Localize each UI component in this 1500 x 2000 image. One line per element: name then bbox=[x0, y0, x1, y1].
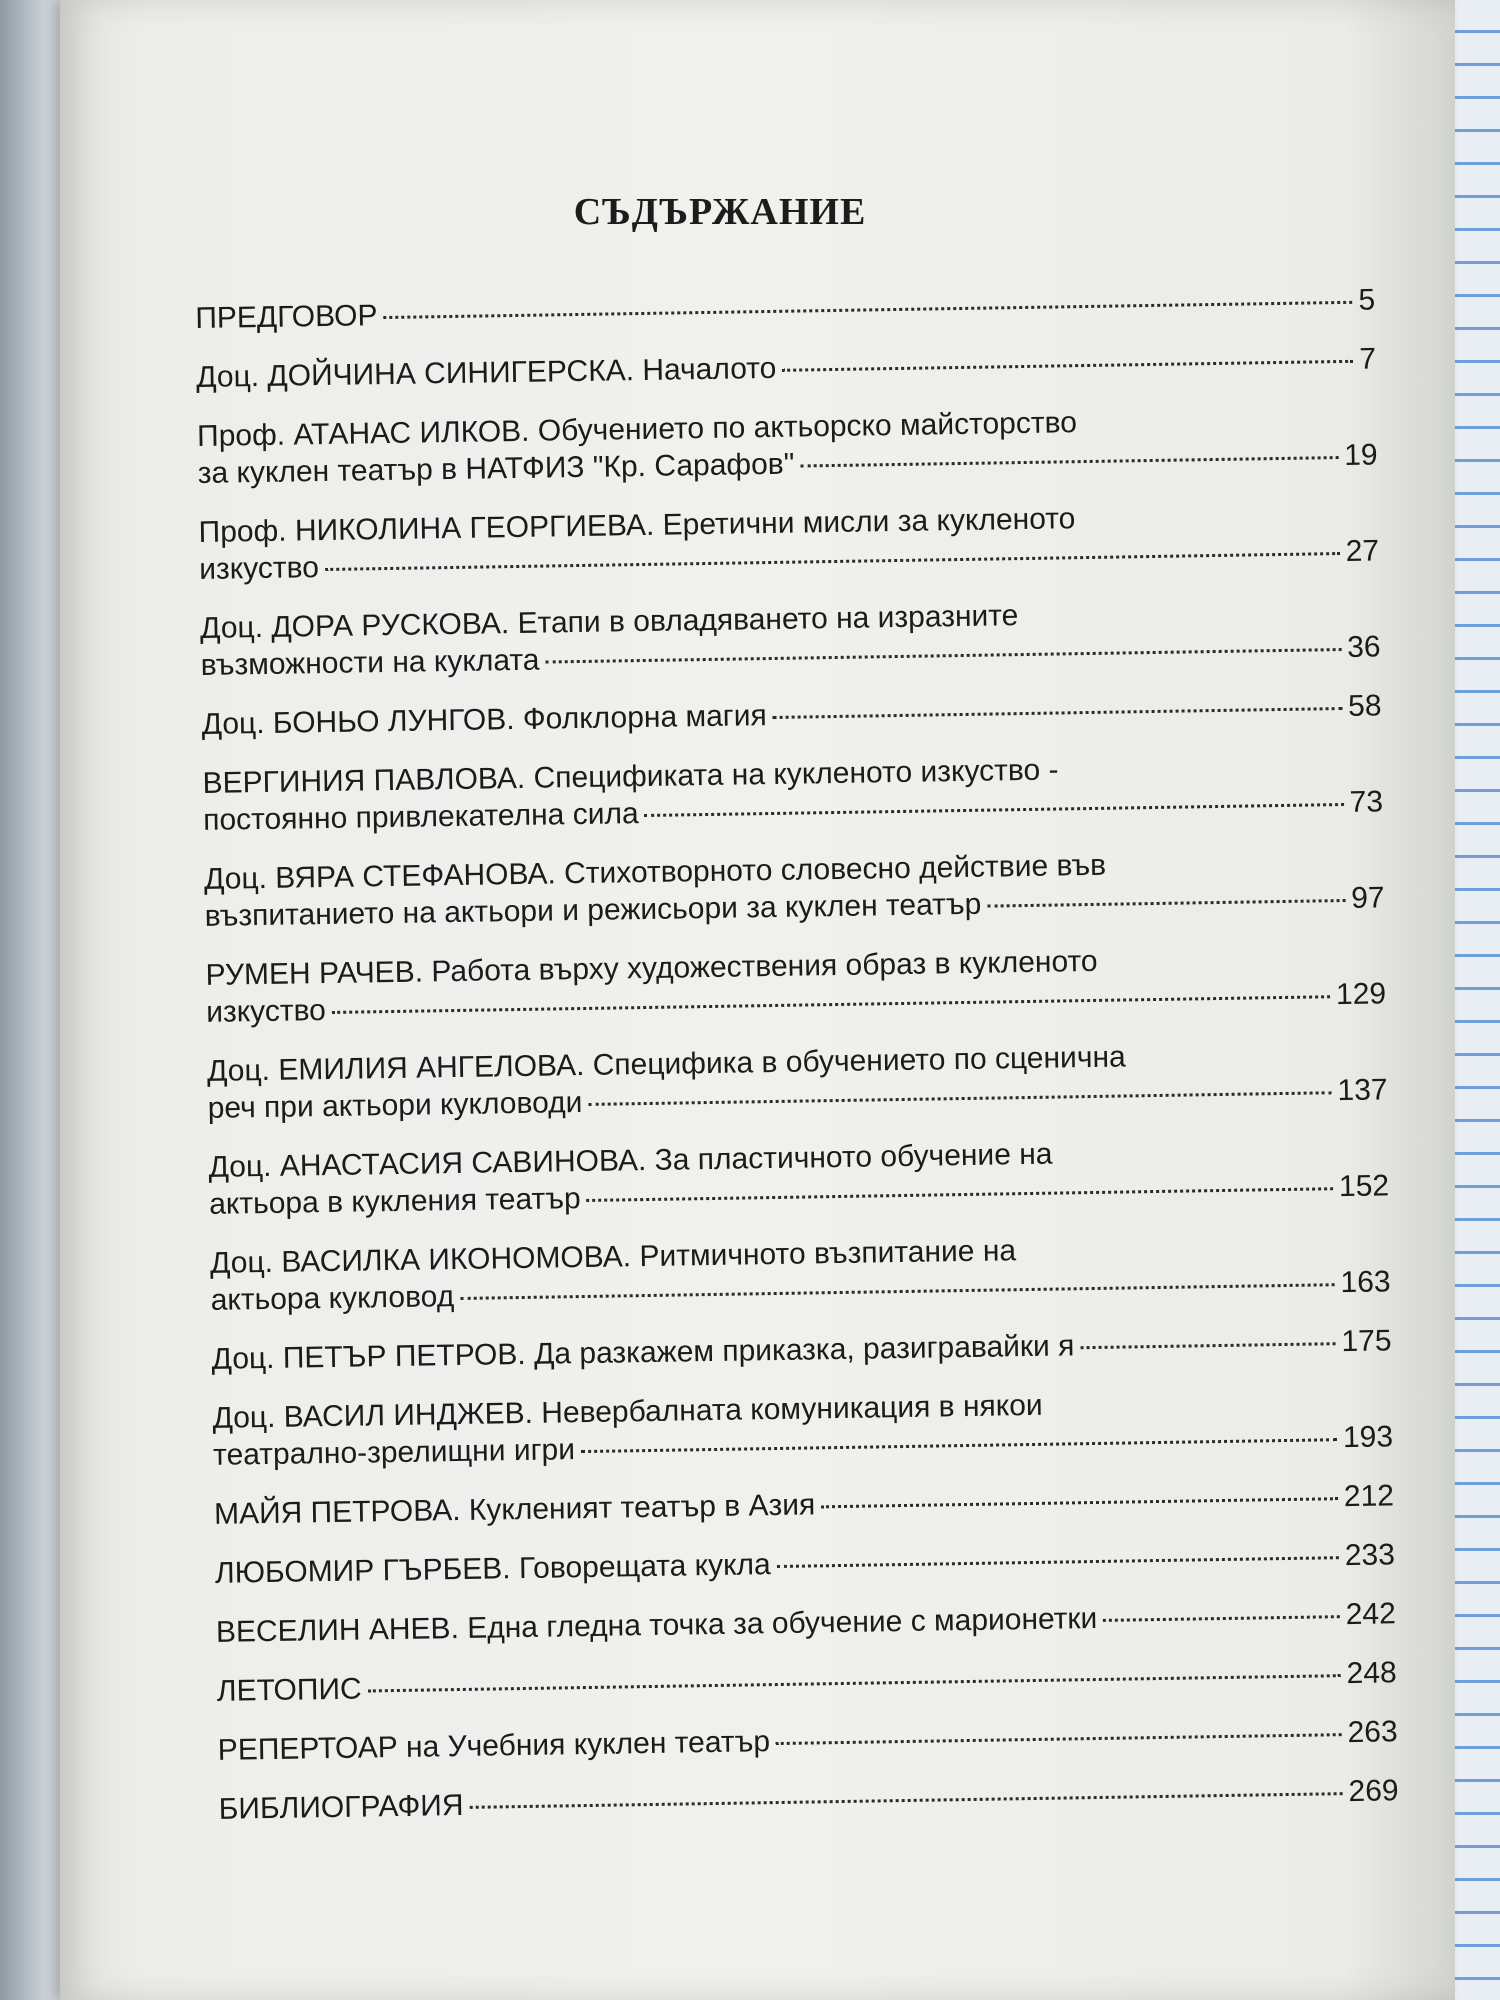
dot-leader bbox=[545, 648, 1341, 664]
table-of-contents bbox=[195, 281, 1399, 1849]
toc-entry bbox=[210, 1226, 1391, 1319]
toc-entry-title: ЛЮБОМИР ГЪРБЕВ. Говорещата кукла bbox=[214, 1548, 771, 1590]
toc-page-number: 152 bbox=[1338, 1169, 1390, 1204]
toc-entry-title-line2: възпитанието на актьори и режисьори за куклен театър bbox=[204, 887, 982, 933]
dot-leader bbox=[1103, 1615, 1339, 1622]
toc-page-number: 269 bbox=[1348, 1774, 1399, 1809]
toc-entry bbox=[201, 687, 1381, 743]
dot-leader bbox=[587, 1187, 1333, 1202]
toc-entry bbox=[200, 591, 1381, 684]
dot-leader bbox=[782, 360, 1353, 372]
dot-leader bbox=[325, 552, 1340, 571]
toc-entry-title: БИБЛИОГРАФИЯ bbox=[218, 1788, 464, 1826]
toc-entry-title-line1: Проф. НИКОЛИНА ГЕОРГИЕВА. Еретични мисли за кукленото bbox=[198, 502, 1076, 549]
toc-entry-title: Доц. ПЕТЪР ПЕТРОВ. Да разкажем приказка, разигравайки я bbox=[211, 1329, 1075, 1376]
dot-leader bbox=[821, 1497, 1338, 1508]
toc-page-number: 193 bbox=[1342, 1420, 1394, 1455]
toc-entry-title: ПРЕДГОВОР bbox=[195, 299, 378, 335]
toc-entry-title-line1: Проф. АТАНАС ИЛКОВ. Обучението по актьорско майсторство bbox=[196, 406, 1078, 453]
toc-entry-title-line1: РУМЕН РАЧЕВ. Работа върху художествения образ в кукленото bbox=[205, 944, 1098, 992]
toc-entry-title-line2: актьора кукловод bbox=[210, 1280, 455, 1317]
toc-page-number: 27 bbox=[1345, 534, 1380, 568]
toc-entry bbox=[217, 1713, 1397, 1769]
dot-leader bbox=[581, 1438, 1337, 1453]
toc-page-number: 242 bbox=[1345, 1597, 1397, 1632]
dot-leader bbox=[332, 995, 1330, 1014]
toc-page-number: 7 bbox=[1359, 342, 1377, 376]
toc-entry-title-line1: Доц. ЕМИЛИЯ АНГЕЛОВА. Специфика в обучението по сценична bbox=[206, 1040, 1126, 1088]
toc-entry-title-line1: Доц. АНАСТАСИЯ САВИНОВА. За пластичното обучение на bbox=[208, 1137, 1053, 1184]
toc-entry-title-line2: актьора в кукления театър bbox=[208, 1182, 581, 1221]
dot-leader bbox=[777, 1556, 1339, 1568]
toc-entry bbox=[208, 1130, 1389, 1223]
dot-leader bbox=[800, 456, 1338, 467]
toc-page-number: 233 bbox=[1344, 1538, 1396, 1573]
toc-entry-title-line2: за куклен театър в НАТФИЗ "Кр. Сарафов" bbox=[197, 447, 795, 490]
toc-entry-title-line2: възможности на куклата bbox=[200, 643, 540, 682]
toc-entry bbox=[204, 842, 1385, 935]
dot-leader bbox=[776, 1733, 1342, 1745]
toc-page-number: 36 bbox=[1346, 630, 1381, 664]
toc-entry-title: ЛЕТОПИС bbox=[216, 1672, 362, 1708]
toc-entry-title: МАЙЯ ПЕТРОВА. Кукленият театър в Азия bbox=[213, 1488, 816, 1531]
toc-page-number: 73 bbox=[1349, 785, 1384, 819]
toc-entry-title-line2: реч при актьори кукловоди bbox=[207, 1086, 583, 1125]
toc-entry bbox=[198, 495, 1379, 588]
toc-entry bbox=[196, 340, 1376, 396]
dot-leader bbox=[987, 899, 1345, 908]
toc-entry-title: РЕПЕРТОАР на Учебния куклен театър bbox=[217, 1725, 771, 1767]
toc-entry-title: ВЕСЕЛИН АНЕВ. Една гледна точка за обучение с марионетки bbox=[215, 1601, 1098, 1649]
toc-entry-title-line1: Доц. ВЯРА СТЕФАНОВА. Стихотворното словесно действие във bbox=[203, 848, 1107, 896]
toc-page-number: 248 bbox=[1346, 1656, 1397, 1691]
dot-leader bbox=[470, 1792, 1343, 1809]
dot-leader bbox=[460, 1283, 1334, 1300]
dot-leader bbox=[588, 1091, 1331, 1106]
toc-entry-title: Доц. БОНЬО ЛУНГОВ. Фолклорна магия bbox=[201, 699, 767, 741]
toc-entry-title-line1: Доц. ВАСИЛКА ИКОНОМОВА. Ритмичното възпитание на bbox=[209, 1234, 1017, 1280]
toc-page-number: 163 bbox=[1340, 1265, 1391, 1300]
dot-leader bbox=[645, 803, 1344, 817]
toc-entry-title-line1: Доц. ВАСИЛ ИНДЖЕВ. Невербалната комуникация в някои bbox=[212, 1388, 1043, 1435]
toc-entry-title-line2: изкуство bbox=[198, 551, 320, 586]
toc-entry-title-line2: постоянно привлекателна сила bbox=[202, 797, 639, 837]
toc-entry-title-line2: изкуство bbox=[205, 994, 327, 1029]
toc-entry bbox=[212, 1381, 1393, 1474]
toc-entry bbox=[214, 1477, 1394, 1533]
toc-page-number: 58 bbox=[1347, 689, 1382, 723]
toc-entry bbox=[218, 1772, 1398, 1828]
toc-entry-title-line1: ВЕРГИНИЯ ПАВЛОВА. Спецификата на кукленото изкуство - bbox=[202, 753, 1059, 800]
dot-leader bbox=[1080, 1342, 1335, 1349]
toc-entry bbox=[217, 1654, 1397, 1710]
dot-leader bbox=[368, 1674, 1341, 1692]
toc-entry bbox=[202, 746, 1383, 839]
toc-page-number: 97 bbox=[1350, 881, 1385, 915]
toc-entry-title-line2: театрално-зрелищни игри bbox=[212, 1433, 576, 1472]
page-title: СЪДЪРЖАНИЕ bbox=[573, 191, 867, 233]
toc-page-number: 212 bbox=[1343, 1479, 1395, 1514]
toc-page-number: 19 bbox=[1343, 438, 1378, 472]
toc-entry bbox=[216, 1595, 1396, 1651]
toc-page-number: 263 bbox=[1347, 1715, 1398, 1750]
toc-page-number: 129 bbox=[1335, 977, 1387, 1012]
toc-entry bbox=[207, 1034, 1388, 1127]
dot-leader bbox=[773, 707, 1343, 719]
toc-entry bbox=[211, 1322, 1391, 1378]
toc-entry bbox=[215, 1536, 1395, 1592]
toc-entry-title: Доц. ДОЙЧИНА СИНИГЕРСКА. Началото bbox=[195, 351, 777, 394]
dot-leader bbox=[383, 301, 1352, 319]
toc-page-number: 5 bbox=[1358, 283, 1376, 317]
toc-page-number: 175 bbox=[1341, 1324, 1392, 1359]
toc-page-number: 137 bbox=[1337, 1073, 1388, 1108]
toc-entry bbox=[205, 938, 1386, 1031]
toc-entry bbox=[197, 399, 1378, 492]
toc-entry-title-line1: Доц. ДОРА РУСКОВА. Етапи в овладяването на изразните bbox=[199, 599, 1019, 645]
